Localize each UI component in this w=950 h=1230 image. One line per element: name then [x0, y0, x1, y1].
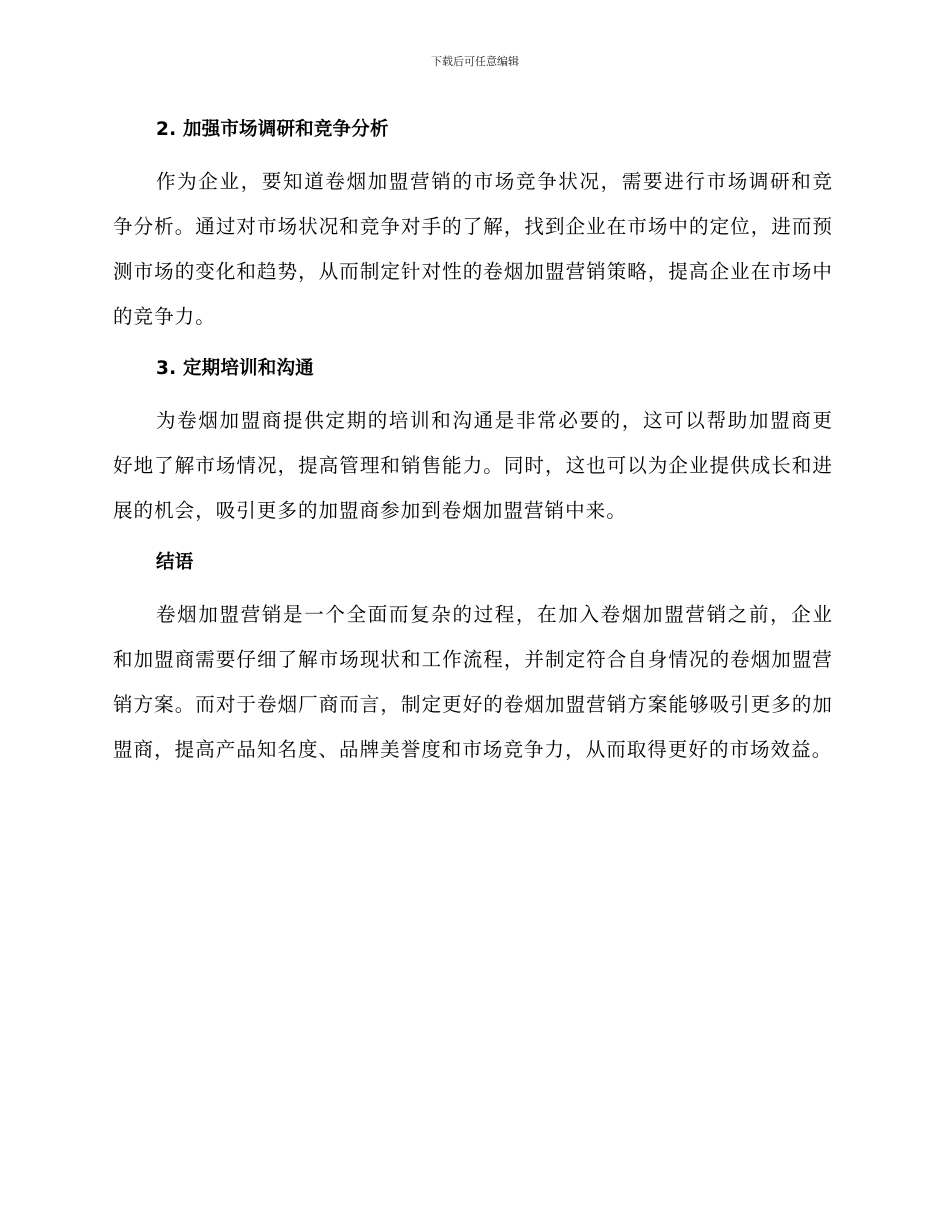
page-header-note: 下载后可任意编辑 — [431, 55, 519, 68]
section-heading-conclusion: 结语 — [156, 552, 194, 573]
section-paragraph-training: 为卷烟加盟商提供定期的培训和沟通是非常必要的，这可以帮助加盟商更好地了解市场情况，提高管理和销售能力。同时，这也可以为企业提供成长和进展的机会，吸引更多的加盟商参加到卷烟加盟营销中来。 — [113, 409, 833, 522]
section-heading-training: 3. 定期培训和沟通 — [156, 358, 314, 379]
section-paragraph-market-research: 作为企业，要知道卷烟加盟营销的市场竞争状况，需要进行市场调研和竞争分析。通过对市场状况和竞争对手的了解，找到企业在市场中的定位，进而预测市场的变化和趋势，从而制定针对性的卷烟加盟营销策略，提高企业在市场中的竞争力。 — [113, 170, 833, 328]
document-body — [113, 116, 833, 772]
section-paragraph-conclusion: 卷烟加盟营销是一个全面而复杂的过程，在加入卷烟加盟营销之前，企业和加盟商需要仔细了解市场现状和工作流程，并制定符合自身情况的卷烟加盟营销方案。而对于卷烟厂商而言，制定更好的卷烟加盟营销方案能够吸引更多的加盟商，提高产品知名度、品牌美誉度和市场竞争力，从而取得更好的市场效益。 — [113, 603, 833, 761]
section-heading-market-research: 2. 加强市场调研和竞争分析 — [156, 119, 389, 140]
